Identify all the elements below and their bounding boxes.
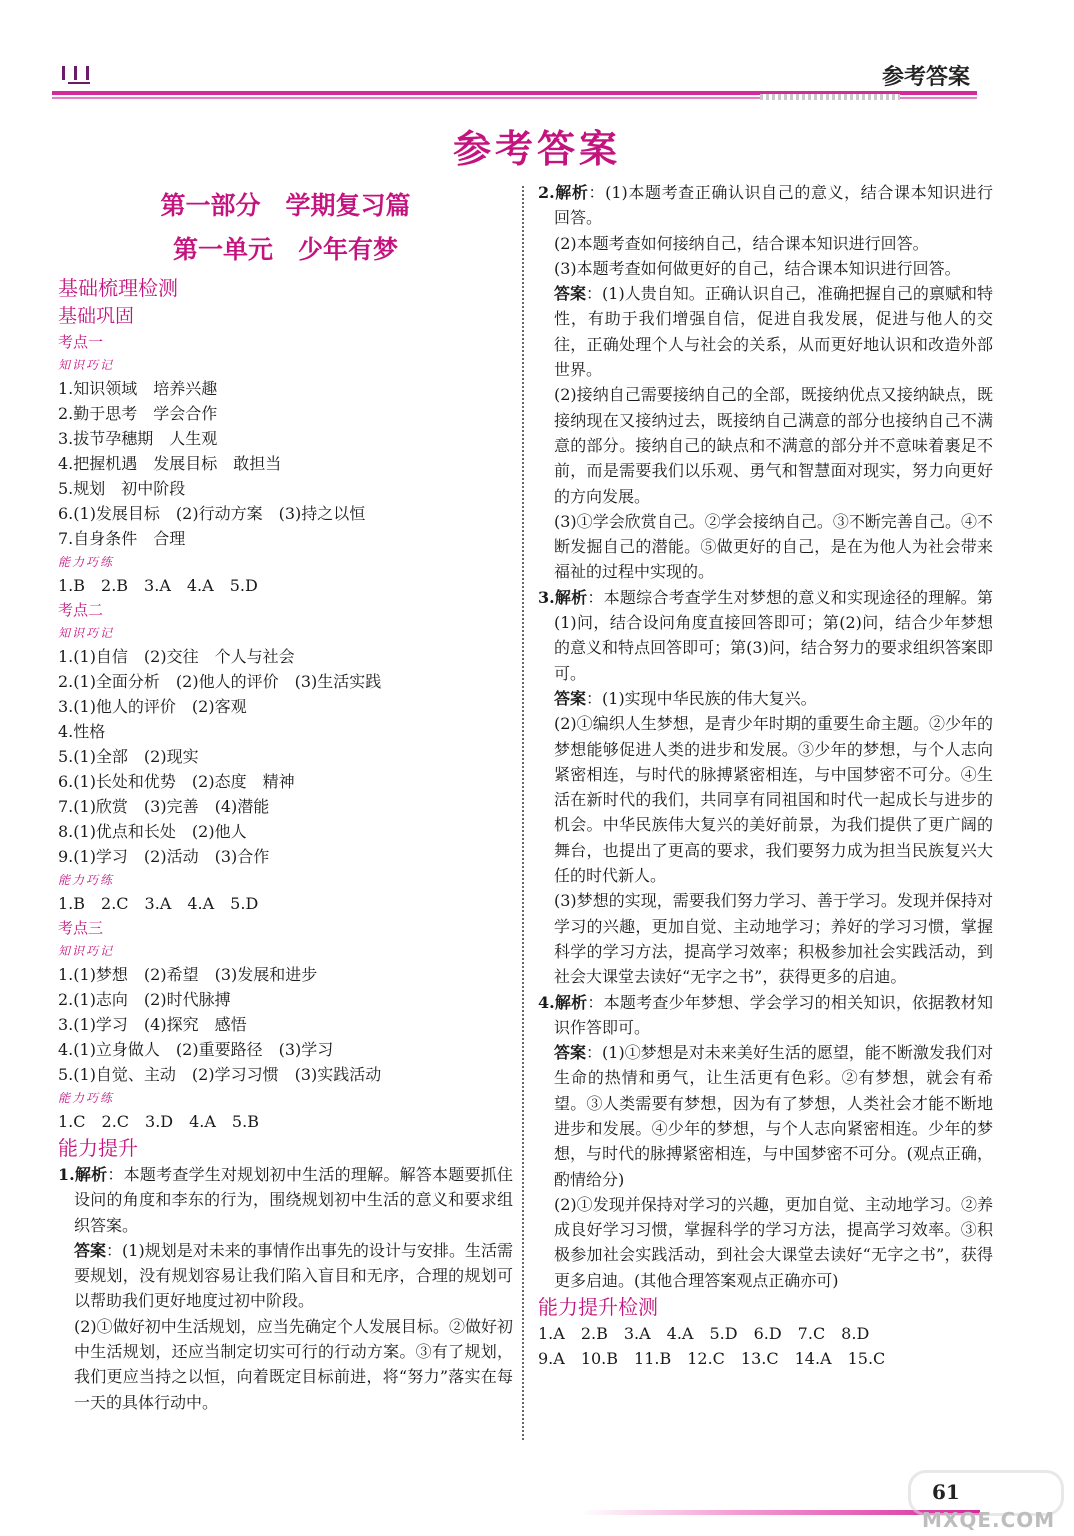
kd2-heading: 考点二: [58, 601, 104, 619]
q3-answer-1: [538, 686, 993, 711]
section-basic-consolidate: 基础巩固: [58, 305, 135, 327]
book-logo-icon: [58, 58, 102, 84]
section-basic-check: 基础梳理检测: [58, 276, 178, 300]
list-item: 4.(1)立身做人 (2)重要路径 (3)学习: [58, 1040, 334, 1059]
q2-analysis-1-text: ：(1)本题考查正确认识自己的意义，结合课本知识进行回答。: [554, 183, 993, 228]
list-item: 6.(1)长处和优势 (2)态度 精神: [58, 772, 295, 791]
q2-answer-1-text: ：(1)人贵自知。正确认识自己，准确把握自己的禀赋和特性，有助于我们增强自信，促进自我发展，促进与他人的交往，正确处理个人与社会的关系，从而更好地认识和改造外部世界。: [554, 284, 993, 380]
list-item: 4.性格: [58, 722, 106, 741]
q4-analysis: [538, 990, 993, 1041]
list-item: 5.(1)自觉、主动 (2)学习习惯 (3)实践活动: [58, 1065, 382, 1084]
q4-answer-2: (2)①发现并保持对学习的兴趣，更加自觉、主动地学习。②养成良好学习习惯，掌握科学的学习方法，提高学习效率。③积极参加社会实践活动，到社会大课堂去读好“无字之书”，获得更多启迪。(其他合理答案观点正确亦可): [554, 1194, 993, 1290]
list-item: 5.(1)全部 (2)现实: [58, 747, 199, 766]
list-item: 3.(1)他人的评价 (2)客观: [58, 697, 247, 716]
list-item: 6.(1)发展目标 (2)行动方案 (3)持之以恒: [58, 504, 366, 523]
kd2-ability-label: 能力巧练: [58, 873, 115, 887]
list-item: 1.(1)自信 (2)交往 个人与社会: [58, 647, 295, 666]
section-ability-up: 能力提升: [58, 1136, 138, 1160]
q3-analysis-text: ：本题综合考查学生对梦想的意义和实现途径的理解。第(1)问，结合设问角度直接回答即可；第(2)问，结合少年梦想的意义和特点回答即可；第(3)问，结合努力的要求组织答案即可。: [554, 587, 993, 683]
q4-analysis-text: ：本题考查少年梦想、学会学习的相关知识，依据教材知识作答即可。: [554, 992, 993, 1037]
q3-analysis-label: 3.解析: [538, 587, 588, 607]
test-answers-row-2: 9.A 10.B 11.B 12.C 13.C 14.A 15.C: [538, 1349, 886, 1369]
q3-answer-3: (3)梦想的实现，需要我们努力学习、善于学习。发现并保持对学习的兴趣，更加自觉、主动地学习；养好的学习习惯，掌握科学的学习方法，提高学习效率；积极参加社会实践活动，到社会大课堂去读好“无字之书”，获得更多的启迪。: [554, 891, 993, 987]
list-item: 1.知识领域 培养兴趣: [58, 379, 218, 398]
answer-label: 答案: [554, 284, 587, 304]
q1-analysis-text: ：本题考查学生对规划初中生活的理解。解答本题要抓住设问的角度和李东的行为，围绕规划初中生活的意义和要求组织答案。: [74, 1165, 513, 1235]
list-item: 2.勤于思考 学会合作: [58, 404, 218, 423]
kd3-heading: 考点三: [58, 919, 104, 937]
list-item: 2.(1)志向 (2)时代脉搏: [58, 990, 231, 1009]
q2-analysis-label: 2.解析: [538, 183, 589, 202]
list-item: 9.(1)学习 (2)活动 (3)合作: [58, 847, 270, 866]
q3-analysis: [538, 585, 993, 686]
list-item: 2.(1)全面分析 (2)他人的评价 (3)生活实践: [58, 672, 382, 691]
answer-label: 答案: [554, 688, 587, 708]
list-item: 8.(1)优点和长处 (2)他人: [58, 822, 247, 841]
q2-answer-1: [538, 281, 993, 382]
list-item: 4.把握机遇 发展目标 敢担当: [58, 454, 282, 473]
q3-answer-1-text: ：(1)实现中华民族的伟大复兴。: [586, 688, 817, 708]
q2-analysis-3: (3)本题考查如何做更好的自己，结合课本知识进行回答。: [554, 258, 961, 278]
page-header: [0, 0, 1074, 110]
q2-answer-3: (3)①学会欣赏自己。②学会接纳自己。③不断完善自己。④不断发掘自己的潜能。⑤做更好的自己，是在为他人为社会带来福祉的过程中实现的。: [554, 511, 993, 582]
kd3-knowledge-label: 知识巧记: [58, 944, 115, 958]
section-ability-test: 能力提升检测: [538, 1295, 658, 1320]
kd3-ability-answers: 1.C 2.C 3.D 4.A 5.B: [58, 1112, 259, 1131]
kd1-ability-label: 能力巧练: [58, 555, 115, 569]
list-item: 7.自身条件 合理: [58, 529, 186, 548]
q1-analysis-label: 1.解析: [58, 1165, 108, 1184]
list-item: 5.规划 初中阶段: [58, 479, 186, 498]
list-item: 1.(1)梦想 (2)希望 (3)发展和进步: [58, 965, 318, 984]
main-title: 参考答案: [452, 127, 621, 171]
list-item: 7.(1)欣赏 (3)完善 (4)潜能: [58, 797, 270, 816]
kd1-knowledge-label: 知识巧记: [58, 358, 115, 372]
page-number: 61: [932, 1480, 960, 1504]
header-title: 参考答案: [881, 65, 970, 90]
q4-analysis-label: 4.解析: [538, 992, 588, 1012]
q2-answer-2: (2)接纳自己需要接纳自己的全部，既接纳优点又接纳缺点，既接纳现在又接纳过去，既接纳自己满意的部分也接纳自己不满意的部分。接纳自己的缺点和不满意的部分并不意味着裹足不前，而是需要我们以乐观、勇气和智慧面对现实，努力向更好的方向发展。: [554, 385, 993, 506]
q1-analysis: [58, 1162, 513, 1238]
part-title: 第一部分 学期复习篇: [160, 191, 411, 220]
q2-analysis-2: (2)本题考查如何接纳自己，结合课本知识进行回答。: [554, 233, 929, 253]
header-stripe-decoration: [760, 94, 900, 100]
kd2-knowledge-label: 知识巧记: [58, 626, 115, 640]
kd1-heading: 考点一: [58, 333, 104, 351]
kd1-ability-answers: 1.B 2.B 3.A 4.A 5.D: [58, 576, 258, 595]
q4-answer-1-text: ：(1)①梦想是对未来美好生活的愿望，能不断激发我们对生命的热情和勇气，让生活更有色彩。②有梦想，就会有希望。③人类需要有梦想，因为有了梦想，人类社会才能不断地进步和发展。④少年的梦想，与个人志向紧密相连。少年的梦想，与时代的脉搏紧密相连，与中国梦密不可分。(观点正确，酌情给分): [554, 1043, 993, 1189]
list-item: 3.拔节孕穗期 人生观: [58, 429, 218, 448]
kd2-ability-answers: 1.B 2.C 3.A 4.A 5.D: [58, 894, 259, 913]
unit-title: 第一单元 少年有梦: [172, 235, 398, 264]
q3-answer-2: (2)①编织人生梦想，是青少年时期的重要生命主题。②少年的梦想能够促进人类的进步和发展。③少年的梦想，与个人志向紧密相连，与时代的脉搏紧密相连，与中国梦密不可分。④生活在新时代的我们，共同享有同祖国和时代一起成长与进步的机会。中华民族伟大复兴的美好前景，为我们提供了更广阔的舞台，也提出了更高的要求，我们要努力成为担当民族复兴大任的时代新人。: [554, 714, 993, 886]
answer-label: 答案: [74, 1240, 107, 1260]
q4-answer-1: [538, 1040, 993, 1192]
watermark-url: MXQE.COM: [922, 1508, 1056, 1532]
list-item: 3.(1)学习 (4)探究 感悟: [58, 1015, 247, 1034]
q1-answer-1-text: ：(1)规划是对未来的事情作出事先的设计与安排。生活需要规划，没有规划容易让我们陷入盲目和无序，合理的规划可以帮助我们更好地度过初中阶段。: [74, 1240, 513, 1311]
right-column: [538, 180, 993, 1371]
watermark: [900, 1470, 1070, 1532]
column-divider: [522, 186, 524, 1440]
left-column: [58, 180, 513, 1415]
answer-label: 答案: [554, 1043, 587, 1063]
test-answers-row-1: 1.A 2.B 3.A 4.A 5.D 6.D 7.C 8.D: [538, 1324, 870, 1344]
q1-answer-1: [58, 1238, 513, 1314]
q2-analysis-1: [538, 180, 993, 231]
q1-answer-2: (2)①做好初中生活规划，应当先确定个人发展目标。②做好初中生活规划，还应当制定切实可行的行动方案。③有了规划，我们更应当持之以恒，向着既定目标前进，将“努力”落实在每一天的具体行动中。: [74, 1316, 513, 1412]
kd3-ability-label: 能力巧练: [58, 1091, 115, 1105]
